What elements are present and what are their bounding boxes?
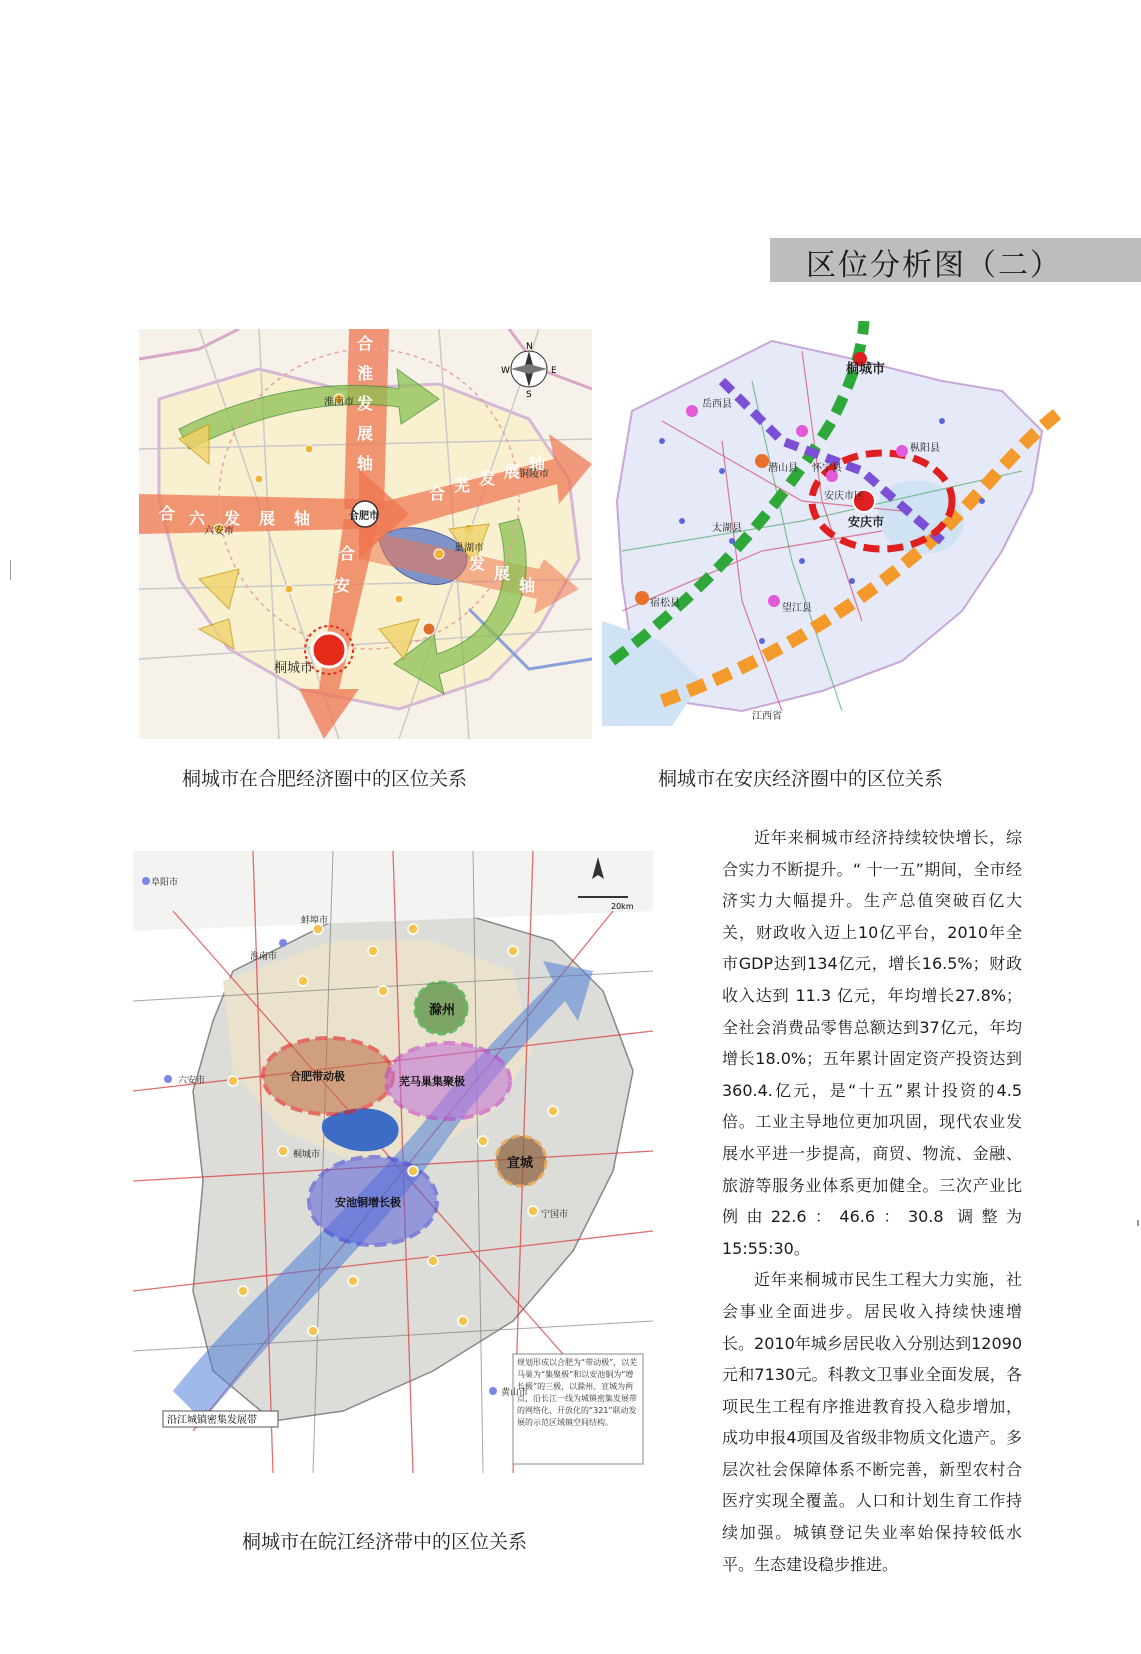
fuyang-label: 阜阳市 — [151, 878, 179, 888]
band-label: 沿江城镇密集发展带 — [167, 1415, 257, 1426]
tongling-label: 铜陵市 — [519, 469, 549, 480]
page-edge-mark — [10, 560, 11, 580]
huangshan-label: 黄山市 — [501, 1388, 529, 1398]
bengbu-label: 蚌埠市 — [301, 916, 329, 926]
axis-char: 发 — [224, 509, 241, 528]
tongcheng-city-label: 桐城市 — [274, 661, 314, 676]
page-title: 区位分析图（二） — [806, 248, 1062, 283]
axis-char: 发 — [469, 554, 486, 573]
tongcheng-label: 桐城市 — [846, 362, 886, 377]
anchi-pole-label: 安池铜增长极 — [335, 1196, 401, 1209]
anqing-map-caption: 桐城市在安庆经济圈中的区位关系 — [658, 768, 944, 790]
plan-note: 规划形成以合肥为“带动极”，以芜马巢为“集聚极”和以安池铜为“增长极”的三极，以滁州、宣城为两点，沿长江一线为城镇密集发展带的网络化、开放化的“321”联动发展的示范区域镇空间结构。 — [517, 1358, 638, 1427]
compass-east-label: E — [551, 366, 557, 376]
axis-char: 发 — [479, 469, 496, 488]
axis-char: 展 — [504, 462, 521, 481]
economy-description — [722, 822, 1022, 1580]
axis-char: 轴 — [294, 509, 311, 528]
compass-north-label: N — [526, 342, 533, 352]
huaining-label: 怀宁县 — [812, 463, 842, 474]
chaohu-label: 巢湖市 — [454, 543, 484, 554]
wanjiang-map-graphic — [133, 851, 653, 1473]
susong-label: 宿松县 — [650, 598, 680, 609]
zongyang-label: 枞阳县 — [910, 443, 940, 454]
anqing-map-graphic — [602, 321, 1061, 726]
paragraph-livelihood: 近年来桐城市民生工程大力实施，社会事业全面进步。居民收入持续快速增长。2010年城乡居民收入分别达到12090元和7130元。科教文卫事业全面发展，各项民生工程有序推进教育投入稳步增加，成功申报4项国及省级非物质文化遗产。多层次社会保障体系不断完善，新型农村合医疗实现全覆盖。人口和计划生育工作持续加强。城镇登记失业率始保持较低水平。生态建设稳步推进。 — [722, 1270, 1022, 1574]
scale-label: 20km — [611, 902, 634, 911]
chuzhou-label: 滁州 — [429, 1003, 456, 1018]
anqing-circle-map — [602, 321, 1061, 726]
jiangxi-label: 江西省 — [752, 711, 782, 722]
anqing-label: 安庆市 — [848, 515, 885, 529]
hefei-pole-label: 合肥带动极 — [290, 1070, 345, 1083]
hefei-city-label: 合肥市 — [349, 511, 379, 522]
compass-west-label: W — [501, 366, 510, 376]
wanjiang-map-caption: 桐城市在皖江经济带中的区位关系 — [242, 1531, 528, 1553]
taihu-label: 太湖县 — [712, 523, 742, 534]
yuexi-label: 岳西县 — [702, 399, 732, 410]
compass-icon — [511, 351, 547, 387]
anqing-district-label: 安庆市区 — [824, 491, 864, 502]
paragraph-economy: 近年来桐城市经济持续较快增长，综合实力不断提升。“ 十一五”期间，全市经济实力大幅提升。生产总值突破百亿大关，财政收入迈上10亿平台，2010年全市GDP达到134亿元，增长16.5%；财政收入达到 11.3 亿元，年均增长27.8%；全社会消费品零售总额达到37亿元，年均增长18.0%；五年累计固定资产投资达到360.4.亿元，是“十五”累计投资的4.5倍。工业主导地位更加巩固，现代农业发展水平进一步提高，商贸、物流、金融、旅游等服务业体系更加健全。三次产业比例由22.6：46.6：30.8 调整为15:55:30。 — [722, 828, 1022, 1258]
axis-char: 合 — [429, 484, 446, 503]
axis-char: 合 — [357, 334, 374, 353]
axis-char: 展 — [357, 424, 374, 443]
hefei-circle-map — [139, 329, 592, 739]
axis-char: 发 — [357, 394, 374, 413]
axis-char: 轴 — [519, 576, 536, 595]
liuan-label: 六安市 — [204, 526, 234, 537]
axis-char: 安 — [334, 576, 351, 595]
axis-char: 展 — [494, 564, 511, 583]
axis-he-huai — [344, 329, 389, 509]
wangjiang-label: 望江县 — [782, 603, 812, 614]
huainan-label: 淮南市 — [250, 952, 278, 962]
axis-char: 淮 — [357, 364, 374, 383]
wanjiang-belt-map — [133, 851, 653, 1473]
axis-char: 芜 — [454, 476, 471, 495]
axis-char: 轴 — [529, 454, 546, 473]
page-edge-mark — [1137, 1220, 1139, 1226]
qianshan-label: 潜山县 — [768, 463, 798, 474]
compass-south-label: S — [526, 390, 532, 400]
huainan-label: 淮南市 — [324, 397, 354, 408]
liuan-label: 六安市 — [178, 1076, 206, 1086]
axis-char: 合 — [159, 504, 176, 523]
axis-char: 六 — [189, 509, 206, 528]
tongcheng-label: 桐城市 — [293, 1150, 321, 1160]
hefei-map-graphic — [139, 329, 592, 739]
hefei-map-caption: 桐城市在合肥经济圈中的区位关系 — [182, 768, 468, 790]
axis-char: 展 — [259, 509, 276, 528]
axis-char: 轴 — [357, 454, 374, 473]
axis-char: 合 — [339, 544, 356, 563]
page-title-bar — [770, 238, 1141, 282]
wuma-pole-label: 芜马巢集聚极 — [399, 1075, 465, 1088]
xuancheng-label: 宣城 — [507, 1156, 534, 1171]
ningguo-label: 宁国市 — [541, 1210, 569, 1220]
